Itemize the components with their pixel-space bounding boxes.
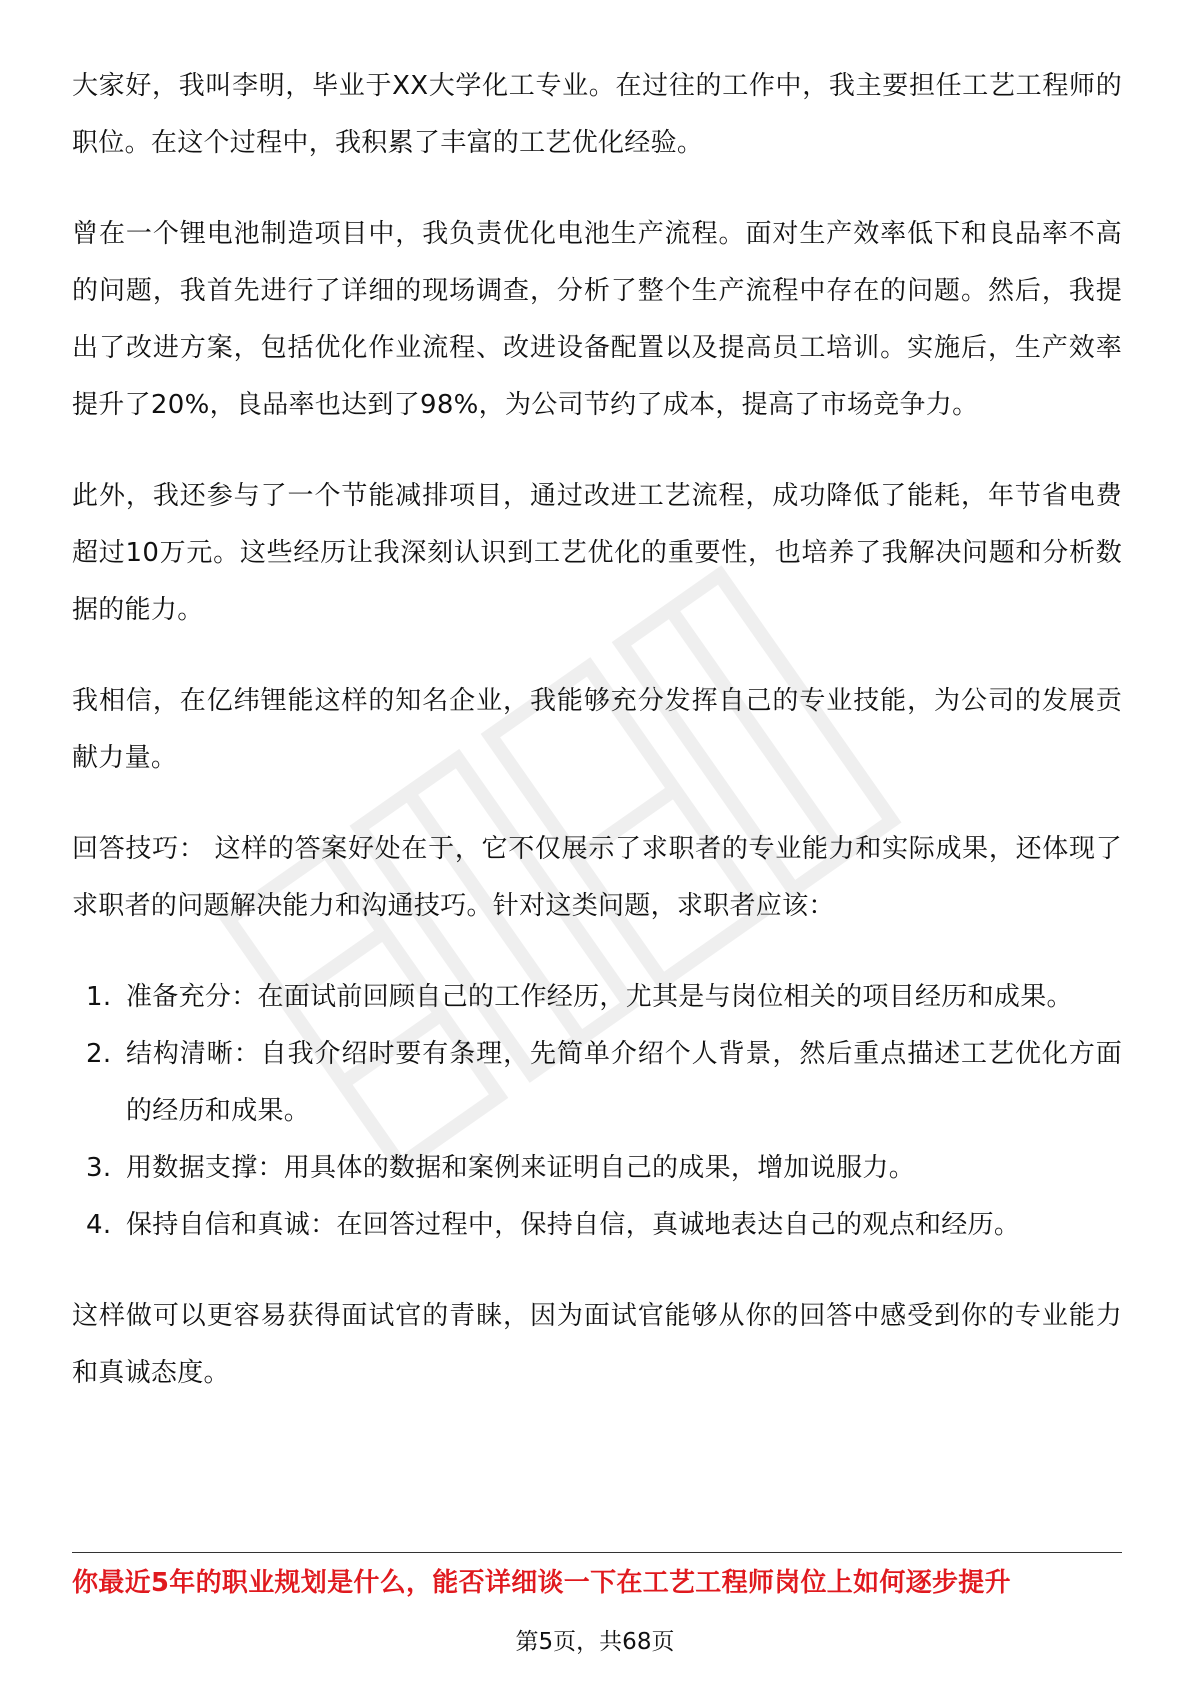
- page-number-footer: 第5页，共68页: [515, 1629, 675, 1655]
- list-item: [72, 1197, 1122, 1254]
- paragraph-answer-tips: 回答技巧： 这样的答案好处在于，它不仅展示了求职者的专业能力和实际成果，还体现了求职者的问题解决能力和沟通技巧。针对这类问题，求职者应该：: [72, 834, 1122, 921]
- list-item: [72, 1140, 1122, 1197]
- next-question-heading: 你最近5年的职业规划是什么，能否详细谈一下在工艺工程师岗位上如何逐步提升: [72, 1568, 1011, 1598]
- paragraph-closing: 这样做可以更容易获得面试官的青睐，因为面试官能够从你的回答中感受到你的专业能力和真诚态度。: [72, 1301, 1122, 1388]
- list-number: 2.: [86, 1039, 112, 1069]
- document-body: [72, 58, 1122, 1436]
- tips-list: [72, 969, 1122, 1254]
- list-item: [72, 1026, 1122, 1140]
- list-item: [72, 969, 1122, 1026]
- list-item-text: 准备充分：在面试前回顾自己的工作经历，尤其是与岗位相关的项目经历和成果。: [126, 982, 1073, 1012]
- paragraph-battery-project: 曾在一个锂电池制造项目中，我负责优化电池生产流程。面对生产效率低下和良品率不高的问题，我首先进行了详细的现场调查，分析了整个生产流程中存在的问题。然后，我提出了改进方案，包括优化作业流程、改进设备配置以及提高员工培训。实施后，生产效率提升了20%，良品率也达到了98%，为公司节约了成本，提高了市场竞争力。: [72, 219, 1122, 420]
- list-item-text: 用数据支撑：用具体的数据和案例来证明自己的成果，增加说服力。: [126, 1153, 916, 1183]
- section-divider: [72, 1552, 1122, 1553]
- list-item-text: 保持自信和真诚：在回答过程中，保持自信，真诚地表达自己的观点和经历。: [126, 1210, 1021, 1240]
- paragraph-intro: 大家好，我叫李明，毕业于XX大学化工专业。在过往的工作中，我主要担任工艺工程师的职位。在这个过程中，我积累了丰富的工艺优化经验。: [72, 71, 1122, 158]
- list-number: 3.: [86, 1153, 112, 1183]
- paragraph-company-fit: 我相信，在亿纬锂能这样的知名企业，我能够充分发挥自己的专业技能，为公司的发展贡献力量。: [72, 686, 1122, 773]
- paragraph-energy-project: 此外，我还参与了一个节能减排项目，通过改进工艺流程，成功降低了能耗，年节省电费超过10万元。这些经历让我深刻认识到工艺优化的重要性，也培养了我解决问题和分析数据的能力。: [72, 481, 1122, 625]
- list-number: 4.: [86, 1210, 112, 1240]
- list-number: 1.: [86, 982, 112, 1012]
- list-item-text: 结构清晰：自我介绍时要有条理，先简单介绍个人背景，然后重点描述工艺优化方面的经历和成果。: [126, 1039, 1122, 1126]
